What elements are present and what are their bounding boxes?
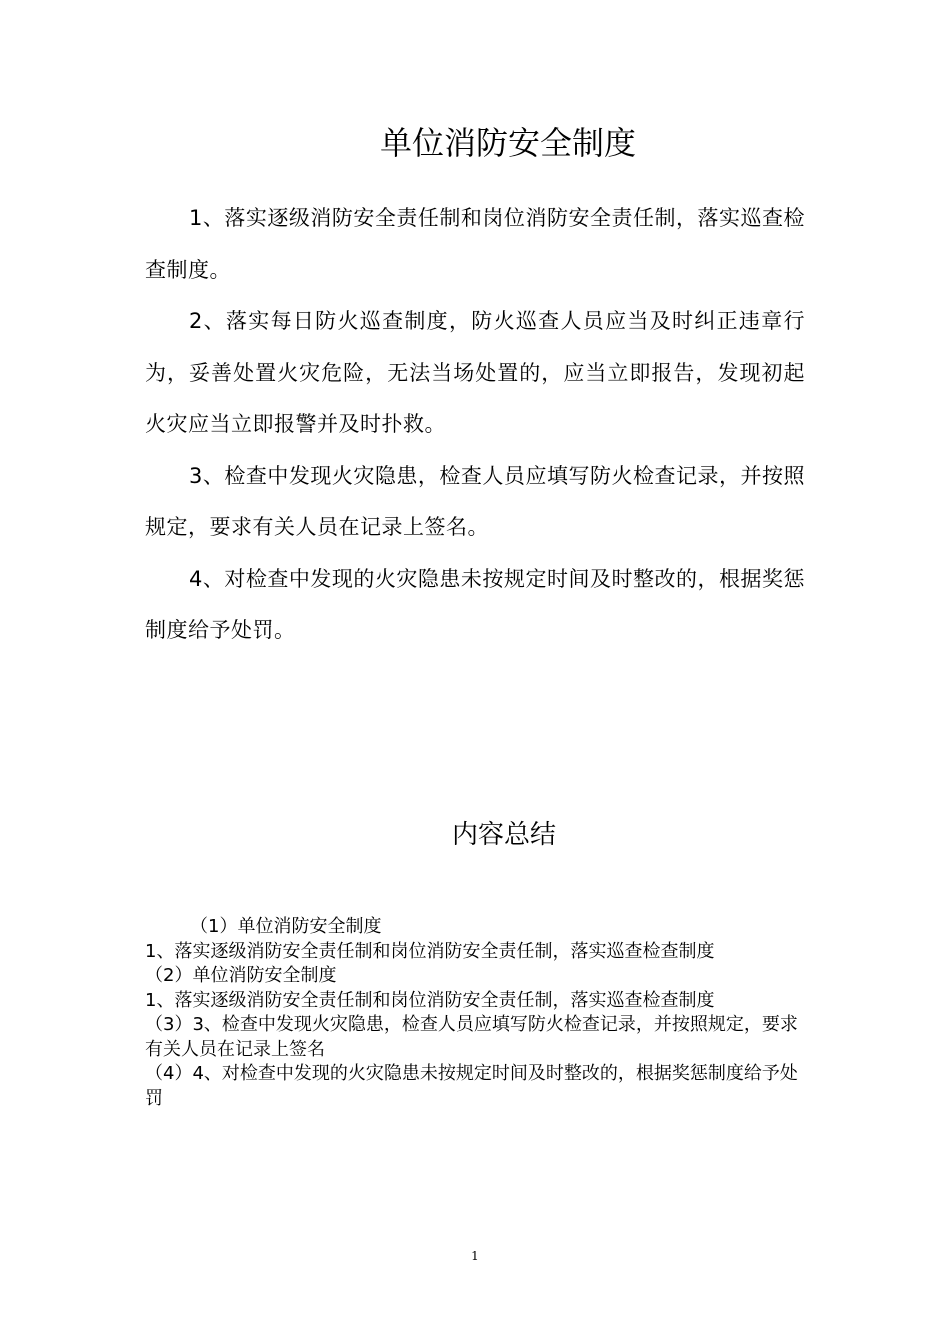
summary-list bbox=[145, 915, 805, 1111]
summary-line-1: （1）单位消防安全制度 bbox=[190, 916, 382, 937]
summary-line-5: （3）3、检查中发现火灾隐患，检查人员应填写防火检查记录，并按照规定，要求有关人员在记录上签名 bbox=[145, 1014, 798, 1060]
rule-paragraph-3: 3、检查中发现火灾隐患，检查人员应填写防火检查记录，并按照规定，要求有关人员在记录上签名。 bbox=[145, 463, 805, 539]
page-number: 1 bbox=[471, 1249, 479, 1263]
summary-line-2: 1、落实逐级消防安全责任制和岗位消防安全责任制，落实巡查检查制度 bbox=[145, 940, 715, 962]
document-body bbox=[145, 193, 805, 657]
summary-line-3: （2）单位消防安全制度 bbox=[145, 965, 337, 986]
summary-title: 内容总结 bbox=[451, 820, 556, 850]
rule-paragraph-1: 1、落实逐级消防安全责任制和岗位消防安全责任制，落实巡查检查制度。 bbox=[145, 206, 805, 282]
rule-paragraph-2: 2、落实每日防火巡查制度，防火巡查人员应当及时纠正违章行为，妥善处置火灾危险，无法当场处置的，应当立即报告，发现初起火灾应当立即报警并及时扑救。 bbox=[145, 309, 805, 436]
rule-paragraph-4: 4、对检查中发现的火灾隐患未按规定时间及时整改的，根据奖惩制度给予处罚。 bbox=[145, 566, 805, 642]
summary-line-4: 1、落实逐级消防安全责任制和岗位消防安全责任制，落实巡查检查制度 bbox=[145, 989, 715, 1011]
summary-line-6: （4）4、对检查中发现的火灾隐患未按规定时间及时整改的，根据奖惩制度给予处罚 bbox=[145, 1063, 798, 1109]
document-title: 单位消防安全制度 bbox=[379, 124, 636, 162]
